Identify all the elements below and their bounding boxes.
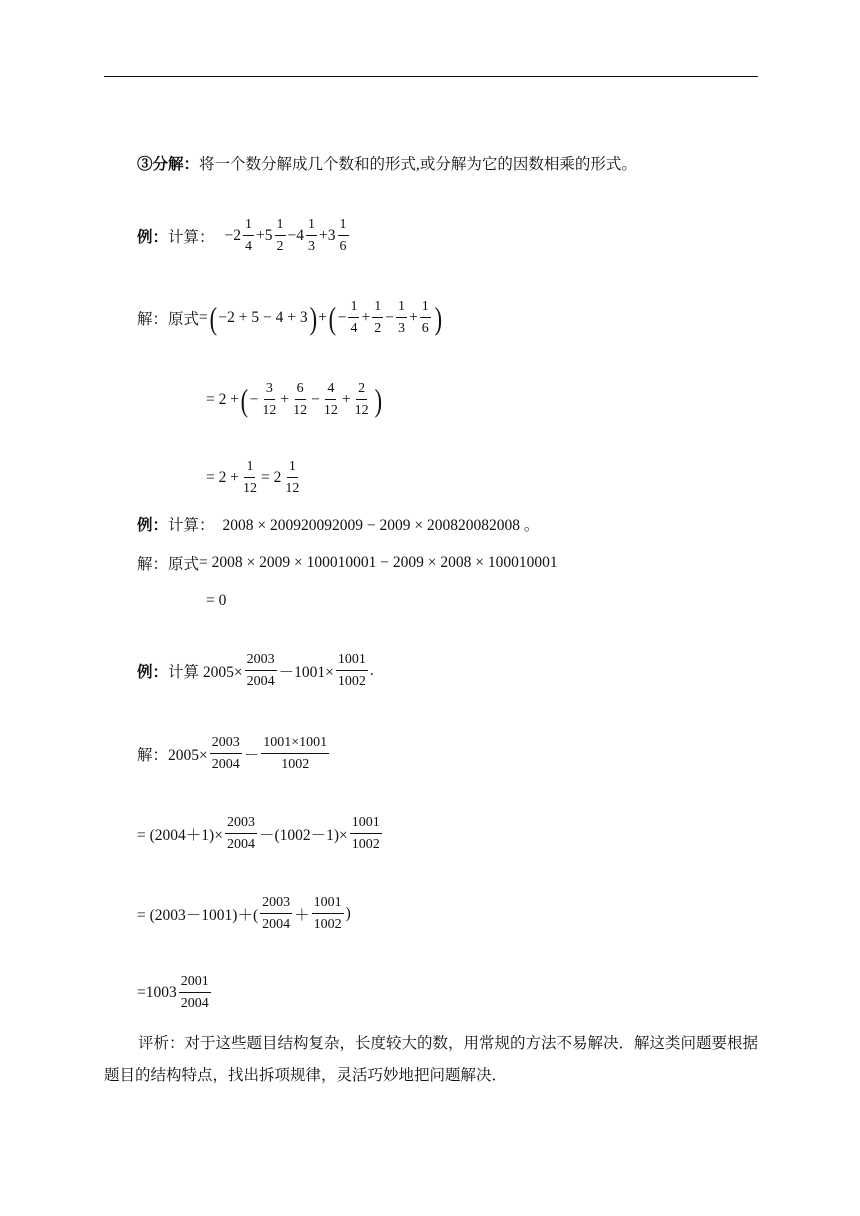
numerator: 1 [348, 300, 359, 318]
denominator: 6 [421, 321, 429, 336]
numerator: 2003 [260, 896, 292, 914]
fraction [241, 460, 259, 496]
numerator: 1 [338, 218, 349, 236]
fraction [338, 218, 349, 254]
example-3-step-1 [137, 736, 331, 772]
header-rule [104, 76, 758, 77]
fraction [275, 218, 286, 254]
lead: = 2 + [206, 469, 239, 486]
fraction [245, 653, 277, 689]
comment-paragraph: 评析：对于这些题目结构复杂，长度较大的数，用常规的方法不易解决．解这类问题要根据题目的结构特点，找出拆项规律，灵活巧妙地把问题解决． [104, 1034, 759, 1084]
example-1-solution-line-2 [206, 382, 383, 418]
fraction [312, 896, 344, 932]
denominator: 3 [308, 239, 316, 254]
denominator: 2 [374, 321, 382, 336]
lead: =1003 [137, 984, 177, 1001]
fraction [350, 816, 382, 852]
numerator: 1001×1001 [261, 736, 329, 754]
example-3-step-4 [137, 975, 213, 1011]
right-paren: ) [374, 382, 382, 418]
sign: − [249, 391, 259, 408]
numerator: 1 [420, 300, 431, 318]
sign: + [341, 391, 351, 408]
denominator: 12 [323, 403, 338, 418]
period: . [369, 662, 374, 679]
solution-expression: = 2008 × 2009 × 100010001 − 2009 × 2008 × 100010001 [199, 554, 558, 571]
example-3-step-3 [137, 896, 351, 932]
fraction [225, 816, 257, 852]
sign: + [319, 227, 328, 244]
denominator: 2004 [211, 757, 240, 772]
fraction [372, 300, 383, 336]
left-paren: ( [240, 382, 249, 418]
left-paren: ( [209, 300, 217, 336]
numerator: 4 [325, 382, 336, 400]
example-1-solution-line-3 [206, 460, 303, 496]
equals: = [199, 309, 208, 326]
denominator: 6 [339, 239, 347, 254]
plus: + [318, 309, 328, 326]
sign: + [361, 309, 371, 326]
sign: + [280, 391, 290, 408]
operator: －(1002－1)× [258, 827, 348, 844]
fraction [396, 300, 407, 336]
numerator: 2 [356, 382, 367, 400]
fraction [336, 653, 368, 689]
numerator: 1001 [336, 653, 368, 671]
numerator: 6 [295, 382, 306, 400]
mixed-whole: 5 [264, 227, 273, 244]
numerator: 1 [372, 300, 383, 318]
sign: + [408, 309, 418, 326]
denominator: 12 [293, 403, 308, 418]
calc-label: 计算： [168, 229, 215, 246]
example-3-question [137, 653, 374, 689]
integer-part: −2 + 5 − 4 + 3 [218, 309, 308, 326]
numerator: 1 [287, 460, 298, 478]
sign: − [311, 391, 320, 408]
denominator: 12 [354, 403, 369, 418]
left-paren: ( [328, 300, 337, 336]
lead: = 2 + [206, 391, 239, 408]
right-paren: ) [434, 300, 442, 336]
solution-label: 解：原式 [137, 311, 200, 328]
fraction [322, 382, 340, 418]
sign: − [287, 227, 297, 244]
denominator: 2004 [226, 837, 255, 852]
denominator: 3 [397, 321, 405, 336]
denominator: 12 [242, 481, 257, 496]
example-2-solution [137, 552, 558, 574]
sign: − [224, 227, 234, 244]
mixed-whole: 3 [327, 227, 336, 244]
numerator: 1 [306, 218, 317, 236]
fraction [420, 300, 431, 336]
equals-whole: = 2 [260, 469, 282, 486]
example-label: 例： [137, 229, 169, 246]
operator: ＋ [294, 907, 310, 924]
numerator: 1 [396, 300, 407, 318]
right-paren: ) [309, 300, 317, 336]
fraction [283, 460, 301, 496]
numerator: 1 [243, 218, 254, 236]
operator: － [243, 747, 260, 764]
example-label: 例： [137, 517, 169, 534]
denominator: 1002 [313, 917, 342, 932]
denominator: 1002 [351, 837, 380, 852]
example-2-result [206, 592, 226, 610]
fraction [260, 896, 292, 932]
denominator: 2004 [246, 674, 275, 689]
result: = 0 [206, 592, 227, 609]
operator: －1001× [278, 664, 334, 681]
numerator: 2003 [225, 816, 257, 834]
fraction [260, 382, 278, 418]
mixed-whole: 2 [233, 227, 242, 244]
expression: 2008 × 200920092009 − 2009 × 200820082008 。 [222, 517, 540, 534]
fraction [243, 218, 254, 254]
numerator: 3 [264, 382, 275, 400]
denominator: 1002 [337, 674, 366, 689]
denominator: 4 [245, 239, 253, 254]
fraction [179, 975, 211, 1011]
numerator: 1001 [312, 896, 344, 914]
denominator: 2 [276, 239, 284, 254]
fraction [353, 382, 371, 418]
sign: + [256, 227, 265, 244]
lead: = (2004＋1)× [137, 827, 223, 844]
calc-label: 计算： [168, 517, 215, 534]
fraction [210, 736, 242, 772]
denominator: 12 [285, 481, 300, 496]
solution-label: 解：原式 [137, 556, 200, 573]
fraction [348, 300, 359, 336]
section-title: ③分解： [137, 156, 200, 173]
example-1-question [137, 218, 351, 254]
denominator: 2004 [180, 996, 209, 1011]
numerator: 1 [244, 460, 255, 478]
fraction [306, 218, 317, 254]
solution-label: 解：2005× [137, 747, 208, 764]
numerator: 2001 [179, 975, 211, 993]
example-label: 例： [137, 664, 169, 681]
denominator: 4 [350, 321, 358, 336]
sign: − [337, 309, 347, 326]
lead: = (2003－1001)＋( [137, 907, 259, 924]
section-description: 将一个数分解成几个数和的形式,或分解为它的因数相乘的形式。 [199, 156, 637, 173]
section-heading [137, 152, 637, 174]
calc-label: 计算 2005× [168, 664, 243, 681]
numerator: 2003 [210, 736, 242, 754]
numerator: 2003 [245, 653, 277, 671]
mixed-whole: 4 [296, 227, 305, 244]
fraction [291, 382, 309, 418]
fraction [261, 736, 329, 772]
denominator: 1002 [281, 757, 310, 772]
right-paren: ) [345, 905, 351, 922]
numerator: 1 [275, 218, 286, 236]
denominator: 2004 [262, 917, 291, 932]
example-3-step-2 [137, 816, 384, 852]
example-2-question [137, 513, 539, 535]
example-1-solution-line-1 [137, 300, 443, 336]
denominator: 12 [262, 403, 277, 418]
sign: − [385, 309, 394, 326]
numerator: 1001 [350, 816, 382, 834]
